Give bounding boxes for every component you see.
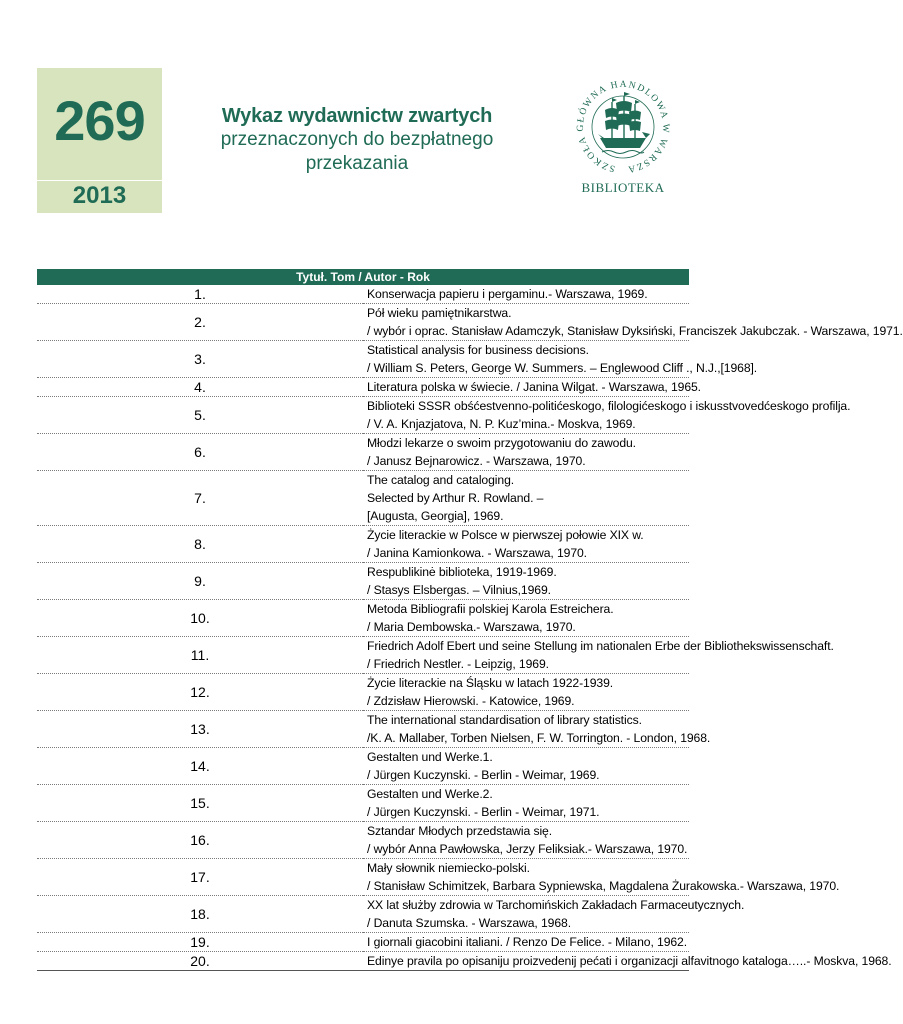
row-entry <box>363 952 892 971</box>
row-entry <box>363 896 745 933</box>
row-number: 20. <box>37 952 363 971</box>
entry-line: Respublikinė biblioteka, 1919-1969. <box>367 565 557 579</box>
row-entry <box>363 526 689 563</box>
entry-line: / Friedrich Nestler. - Leipzig, 1969. <box>367 657 549 671</box>
row-number: 11. <box>37 637 363 674</box>
entry-line: / Danuta Szumska. - Warszawa, 1968. <box>367 916 571 930</box>
entry-line: The catalog and cataloging. <box>367 473 515 487</box>
table-row <box>37 563 689 600</box>
row-entry <box>363 711 711 748</box>
row-entry <box>363 859 840 896</box>
row-number: 7. <box>37 471 363 526</box>
row-number: 16. <box>37 822 363 859</box>
entry-line: XX lat służby zdrowia w Tarchomińskich Zakładach Farmaceutycznych. <box>367 898 745 912</box>
row-entry <box>363 748 689 785</box>
row-number: 18. <box>37 896 363 933</box>
entry-line: Metoda Bibliografii polskiej Karola Estreichera. <box>367 602 614 616</box>
table-row <box>37 859 689 896</box>
entry-line: / V. A. Knjazjatova, N. P. Kuz’mina.- Moskva, 1969. <box>367 417 636 431</box>
entry-line: / Jürgen Kuczynski. - Berlin - Weimar, 1969. <box>367 768 600 782</box>
row-number: 14. <box>37 748 363 785</box>
page-title <box>200 104 514 176</box>
entry-line: / Stasys Elsbergas. – Vilnius,1969. <box>367 583 551 597</box>
entry-line: The international standardisation of library statistics. <box>367 713 642 727</box>
entry-line: Życie literackie w Polsce w pierwszej połowie XIX w. <box>367 528 644 542</box>
row-number: 1. <box>37 285 363 304</box>
row-number: 15. <box>37 785 363 822</box>
entry-line: Sztandar Młodych przedstawia się. <box>367 824 553 838</box>
entry-line: Statistical analysis for business decisions. <box>367 343 589 357</box>
entry-line: I giornali giacobini italiani. / Renzo De Felice. - Milano, 1962. <box>367 935 688 949</box>
title-line-2: przeznaczonych do bezpłatnego <box>220 129 494 150</box>
row-number: 4. <box>37 378 363 397</box>
row-entry <box>363 285 689 304</box>
entry-line: Młodzi lekarze o swoim przygotowaniu do zawodu. <box>367 436 636 450</box>
row-entry <box>363 674 689 711</box>
table-row <box>37 952 689 971</box>
row-entry <box>363 471 689 526</box>
table-row <box>37 785 689 822</box>
title-line-3: przekazania <box>305 153 409 174</box>
table-row <box>37 748 689 785</box>
table-row <box>37 637 689 674</box>
row-number: 6. <box>37 434 363 471</box>
row-number: 13. <box>37 711 363 748</box>
table-row <box>37 822 689 859</box>
entry-line: [Augusta, Georgia], 1969. <box>367 509 504 523</box>
table-row <box>37 304 689 341</box>
row-number: 9. <box>37 563 363 600</box>
library-logo <box>568 72 678 202</box>
entry-line: Biblioteki SSSR obśćestvenno-politićeskogo, filologićeskogo i iskusstvovedćeskogo profilja. <box>367 399 851 413</box>
entry-line: Pół wieku pamiętnikarstwa. <box>367 306 512 320</box>
entry-line: / William S. Peters, George W. Summers. – Englewood Cliff ., N.J.,[1968]. <box>367 361 758 375</box>
table-row <box>37 933 689 952</box>
table-row <box>37 896 689 933</box>
table-row <box>37 600 689 637</box>
row-entry <box>363 822 689 859</box>
row-number: 19. <box>37 933 363 952</box>
title-line-1: Wykaz wydawnictw zwartych <box>221 105 493 127</box>
list-number: 269 <box>54 89 145 152</box>
entry-line: / Janusz Bejnarowicz. - Warszawa, 1970. <box>367 454 586 468</box>
table-row <box>37 434 689 471</box>
entry-line: / Stanisław Schimitzek, Barbara Sypniewska, Magdalena Żurakowska.- Warszawa, 1970. <box>367 879 840 893</box>
entry-line: / Maria Dembowska.- Warszawa, 1970. <box>367 620 576 634</box>
row-number: 10. <box>37 600 363 637</box>
row-entry <box>363 304 903 341</box>
row-entry <box>363 600 689 637</box>
table-body <box>37 285 903 971</box>
row-entry <box>363 378 701 397</box>
table-row <box>37 674 689 711</box>
entry-line: / wybór Anna Pawłowska, Jerzy Feliksiak.- Warszawa, 1970. <box>367 842 688 856</box>
entry-line: / Jürgen Kuczynski. - Berlin - Weimar, 1971. <box>367 805 600 819</box>
logo-ring-text: SZKOŁA GŁÓWNA HANDLOWA W WARSZA <box>576 79 671 174</box>
row-number: 17. <box>37 859 363 896</box>
table-row <box>37 397 689 434</box>
entry-line: Friedrich Adolf Ebert und seine Stellung im nationalen Erbe der Bibliothekswissenschaft. <box>367 639 834 653</box>
publications-table <box>37 269 903 971</box>
row-entry <box>363 637 834 674</box>
entry-line: Konserwacja papieru i pergaminu.- Warszawa, 1969. <box>367 287 648 301</box>
number-box <box>37 68 162 213</box>
number-box-divider <box>37 180 162 181</box>
entry-line: Selected by Arthur R. Rowland. – <box>367 491 544 505</box>
row-entry <box>363 434 689 471</box>
table-header: Tytuł. Tom / Autor - Rok <box>37 269 689 285</box>
entry-line: / wybór i oprac. Stanisław Adamczyk, Stanisław Dyksiński, Franciszek Jakubczak. - Warszawa, 1971. <box>367 324 903 338</box>
row-entry <box>363 341 758 378</box>
row-entry <box>363 785 689 822</box>
entry-line: Życie literackie na Śląsku w latach 1922-1939. <box>367 676 614 690</box>
entry-line: Mały słownik niemiecko-polski. <box>367 861 530 875</box>
row-number: 3. <box>37 341 363 378</box>
table-row <box>37 526 689 563</box>
list-year: 2013 <box>72 182 127 209</box>
table-header-row <box>37 269 689 285</box>
entry-line: Gestalten und Werke.2. <box>367 787 493 801</box>
entry-line: / Janina Kamionkowa. - Warszawa, 1970. <box>367 546 587 560</box>
row-number: 12. <box>37 674 363 711</box>
logo-label: BIBLIOTEKA <box>581 180 665 195</box>
entry-line: /K. A. Mallaber, Torben Nielsen, F. W. Torrington. - London, 1968. <box>367 731 711 745</box>
table-row <box>37 711 689 748</box>
table-row <box>37 341 689 378</box>
entry-line: Gestalten und Werke.1. <box>367 750 493 764</box>
ship-seal-icon <box>568 72 678 180</box>
row-number: 8. <box>37 526 363 563</box>
entry-line: Literatura polska w świecie. / Janina Wilgat. - Warszawa, 1965. <box>367 380 701 394</box>
table-row <box>37 471 689 526</box>
row-number: 2. <box>37 304 363 341</box>
row-entry <box>363 563 689 600</box>
table-row <box>37 285 689 304</box>
row-entry <box>363 397 851 434</box>
entry-line: Edinye pravila po opisaniju proizvedenij pećati i organizacji alfavitnogo kataloga…..- Moskva, 1968. <box>367 954 892 968</box>
row-entry <box>363 933 689 952</box>
entry-line: / Zdzisław Hierowski. - Katowice, 1969. <box>367 694 575 708</box>
row-number: 5. <box>37 397 363 434</box>
table-row <box>37 378 689 397</box>
